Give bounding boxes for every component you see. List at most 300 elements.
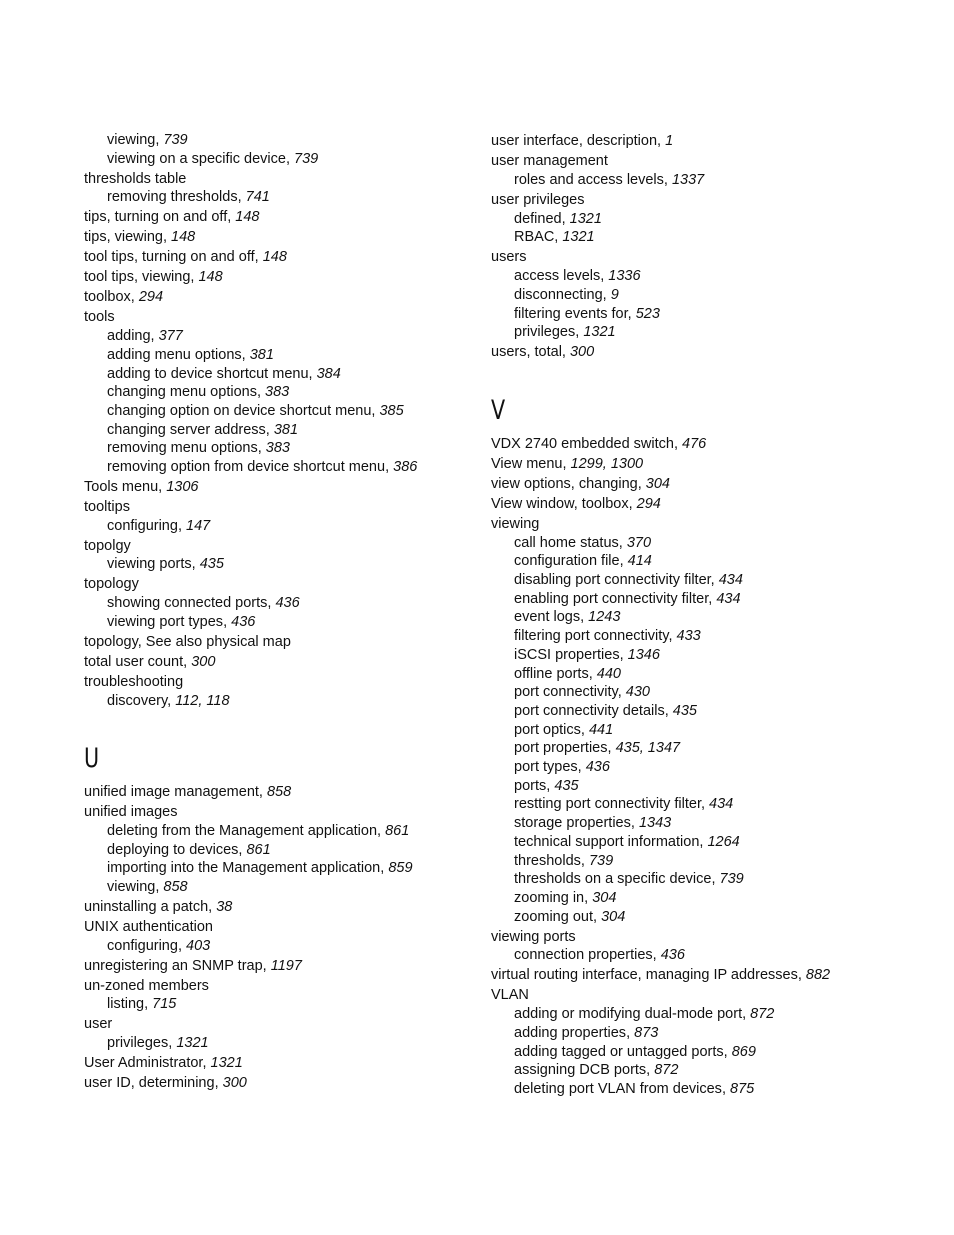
index-page-numbers[interactable]: 384 (316, 365, 341, 382)
index-term: storage properties (514, 815, 631, 832)
index-page-numbers[interactable]: 436 (660, 947, 685, 964)
index-term: port connectivity (514, 684, 618, 701)
index-term: configuration file (514, 553, 620, 570)
index-separator: , (700, 796, 710, 813)
index-term: topology (84, 576, 139, 593)
index-subentry-changing-server-address (84, 421, 479, 440)
index-entry-unified-images (84, 803, 479, 822)
index-separator: , (150, 328, 159, 345)
index-page-numbers[interactable]: 523 (635, 305, 660, 322)
index-page-numbers[interactable]: 1299, 1300 (570, 455, 644, 472)
index-page-numbers[interactable]: 739 (294, 150, 319, 167)
index-separator: , (561, 210, 570, 227)
index-subentry-adding-or-modifying-dual-mode-port (491, 1005, 931, 1024)
index-term: adding properties (514, 1024, 627, 1041)
index-subentry-changing-menu-options (84, 383, 479, 402)
index-subentry-removing-menu-options (84, 439, 479, 458)
index-subentry-disabling-port-connectivity-filter (491, 571, 931, 590)
index-term: port optics (514, 721, 581, 738)
index-separator: , (308, 365, 317, 382)
index-separator: , (202, 1055, 211, 1072)
index-separator: , (267, 595, 276, 612)
index-term: User Administrator (84, 1055, 203, 1072)
index-subentry-viewing-ports (84, 555, 479, 574)
index-separator: , (257, 440, 266, 457)
index-term: tooltips (84, 499, 130, 516)
index-separator: , (241, 346, 250, 363)
index-term: showing connected ports (107, 595, 268, 612)
index-page-numbers[interactable]: 436 (231, 613, 256, 630)
index-page-numbers[interactable]: 435, 1347 (615, 740, 681, 757)
index-separator: , (723, 1043, 732, 1060)
index-page-numbers[interactable]: 1321 (176, 1035, 209, 1052)
index-entry-view-options-changing (491, 475, 931, 494)
index-separator: , (797, 967, 806, 984)
index-term: ports (514, 777, 547, 794)
index-separator: , (600, 268, 609, 285)
index-page-numbers[interactable]: 869 (731, 1043, 756, 1060)
index-term: view options, changing (491, 475, 638, 492)
index-separator: , (657, 133, 666, 150)
index-term: assigning DCB ports (514, 1062, 647, 1079)
index-page-numbers[interactable]: 872 (654, 1062, 679, 1079)
index-page-numbers[interactable]: 1346 (627, 646, 660, 663)
index-column-left (84, 131, 479, 1093)
index-entry-viewing-ports (491, 928, 931, 947)
index-page-numbers[interactable]: 148 (198, 269, 223, 286)
index-separator: , (710, 572, 719, 589)
index-page-numbers[interactable]: 304 (645, 475, 670, 492)
index-page-numbers[interactable]: 1337 (671, 172, 705, 188)
index-term: unregistering an SNMP trap (84, 957, 263, 974)
index-entry-unregistering-an-snmp-trap (84, 957, 479, 976)
index-subentry-storage-properties (491, 814, 931, 833)
index-term: changing menu options (107, 384, 257, 401)
index-separator: , (664, 702, 673, 719)
section-letter-u: U (84, 743, 100, 775)
index-term: adding or modifying dual-mode port (514, 1006, 743, 1023)
index-subentry-zooming-in (491, 889, 931, 908)
index-term: deleting from the Management application (107, 822, 378, 839)
index-term: RBAC (514, 229, 555, 246)
index-separator: , (285, 150, 294, 167)
index-entry-vlan (491, 986, 931, 1005)
index-term: privileges (514, 324, 576, 341)
index-subentry-port-types (491, 758, 931, 777)
index-term: uninstalling a patch (84, 899, 209, 916)
index-separator: , (562, 455, 571, 472)
index-term: event logs (514, 609, 581, 626)
index-term: port connectivity details (514, 702, 665, 719)
index-entry-thresholds-table (84, 170, 479, 189)
index-page-numbers[interactable]: 148 (262, 249, 287, 266)
index-page-numbers[interactable]: 294 (138, 289, 164, 306)
index-entry-users (491, 248, 931, 267)
index-subentry-showing-connected-ports (84, 594, 479, 613)
index-term: viewing ports (107, 556, 192, 573)
index-subentry-port-properties (491, 739, 931, 758)
index-separator: , (577, 759, 586, 776)
index-term: viewing (491, 515, 540, 532)
index-separator: , (607, 740, 616, 757)
index-term: adding to device shortcut menu (107, 365, 309, 382)
index-separator: , (711, 871, 720, 888)
index-entry-user-administrator (84, 1054, 479, 1073)
index-separator: , (237, 189, 246, 206)
index-page-numbers[interactable]: 381 (273, 421, 299, 438)
index-page-numbers[interactable]: 875 (730, 1080, 755, 1097)
index-page-numbers[interactable]: 148 (235, 209, 260, 226)
index-entry-user-management (491, 152, 931, 171)
index-term: adding tagged or untagged ports (514, 1043, 724, 1060)
index-separator: , (627, 305, 636, 322)
index-page-numbers[interactable]: 1264 (707, 833, 740, 850)
index-term: discovery (107, 692, 168, 709)
index-separator: , (580, 609, 589, 626)
index-page-numbers[interactable]: 741 (245, 189, 270, 206)
index-entry-user-id-determining (84, 1074, 479, 1093)
index-term: un-zoned members (84, 977, 209, 994)
index-subentry-deploying-to-devices (84, 841, 479, 860)
index-separator: , (721, 1080, 730, 1097)
index-page-numbers[interactable]: 739 (719, 871, 744, 888)
index-term: iSCSI properties (514, 646, 620, 663)
index-term: Tools menu (84, 479, 159, 496)
index-term: port properties (514, 740, 608, 757)
index-entry-tool-tips-turning-on-and-off (84, 248, 479, 267)
index-subentry-viewing (84, 131, 479, 150)
index-subentry-restting-port-connectivity-filter (491, 795, 931, 814)
index-page-numbers[interactable]: 861 (385, 822, 410, 839)
index-page-numbers[interactable]: 1197 (270, 957, 302, 974)
index-subentry-roles-and-access-levels (491, 171, 931, 190)
index-term: viewing port types (107, 613, 224, 630)
index-page-numbers[interactable]: 370 (626, 534, 652, 551)
index-separator: , (214, 1075, 223, 1092)
index-term: users (491, 249, 527, 266)
index-term: tools (84, 309, 115, 326)
index-page-numbers[interactable]: 9 (610, 286, 619, 303)
index-term: adding menu options (107, 346, 242, 363)
index-separator: , (223, 613, 232, 630)
index-term: defined (514, 210, 562, 227)
index-page-numbers[interactable]: 434 (709, 796, 734, 813)
index-term: unified image management (84, 784, 259, 801)
index-page-numbers[interactable]: 1343 (638, 815, 672, 832)
index-separator: , (258, 784, 267, 801)
index-column-right (491, 131, 931, 1099)
index-subentry-adding (84, 327, 479, 346)
index-subentry-event-logs (491, 608, 931, 627)
index-entry-total-user-count (84, 653, 479, 672)
index-page-numbers[interactable]: 434 (716, 590, 741, 607)
index-term: tips, viewing (84, 229, 163, 246)
index-term: user management (491, 153, 608, 170)
index-page-numbers[interactable]: 872 (750, 1006, 775, 1023)
index-term: configuring (107, 937, 178, 954)
index-entry-tooltips (84, 498, 479, 517)
index-term: listing (107, 996, 145, 1013)
index-page-numbers[interactable]: 304 (601, 908, 626, 925)
index-separator: , (663, 172, 672, 188)
index-separator: , (158, 479, 167, 496)
index-separator: , (708, 590, 717, 607)
index-entry-vdx-2740-embedded-switch (491, 435, 931, 454)
index-subentry-iscsi-properties (491, 646, 931, 665)
index-page-numbers[interactable]: 882 (805, 967, 831, 984)
index-page-numbers[interactable]: 858 (163, 879, 188, 896)
index-separator: , (385, 459, 394, 476)
index-entry-tips-turning-on-and-off (84, 208, 479, 227)
index-term: unified images (84, 804, 178, 821)
index-term: VLAN (491, 987, 529, 1004)
index-subentry-zooming-out (491, 908, 931, 927)
index-page-numbers[interactable]: 383 (265, 440, 290, 457)
index-term: user ID, determining (84, 1075, 215, 1092)
index-separator: , (208, 899, 217, 916)
index-subentry-connection-properties (491, 946, 931, 965)
index-subentry-adding-tagged-or-untagged-ports (491, 1043, 931, 1062)
index-subentry-port-optics (491, 721, 931, 740)
index-separator: , (593, 908, 602, 925)
index-page-numbers[interactable]: 430 (625, 684, 650, 701)
index-page-numbers[interactable]: 435 (199, 556, 224, 573)
index-entry-users-total (491, 343, 931, 362)
index-separator: , (619, 646, 628, 663)
index-term: roles and access levels (514, 172, 664, 188)
index-page-numbers[interactable]: 715 (152, 996, 177, 1013)
index-page-numbers[interactable]: 304 (592, 889, 617, 906)
index-separator: , (602, 286, 611, 303)
index-page-numbers[interactable]: 739 (163, 132, 188, 148)
index-subentry-defined (491, 210, 931, 229)
index-page-numbers[interactable]: 386 (393, 459, 418, 476)
index-page-numbers[interactable]: 1321 (569, 210, 602, 227)
index-entry-viewing (491, 515, 931, 534)
index-term: restting port connectivity filter (514, 796, 701, 813)
index-separator: , (646, 1062, 655, 1079)
index-page-numbers[interactable]: 435 (672, 702, 697, 719)
index-entry-tips-viewing (84, 228, 479, 247)
index-separator: , (191, 556, 200, 573)
index-page-numbers[interactable]: 435 (554, 777, 579, 794)
index-page-numbers[interactable]: 1321 (562, 229, 595, 246)
index-page-numbers[interactable]: 861 (246, 841, 271, 858)
index-page-numbers[interactable]: 441 (588, 721, 614, 738)
index-term: zooming in (514, 889, 585, 906)
index-separator: , (628, 495, 637, 512)
index-separator: , (618, 534, 627, 551)
index-entry-user (84, 1015, 479, 1034)
index-separator: , (742, 1006, 751, 1023)
index-term: View menu (491, 455, 563, 472)
index-separator: , (377, 822, 386, 839)
index-page-numbers[interactable]: 859 (388, 860, 413, 877)
index-term: thresholds table (84, 170, 187, 187)
index-page-numbers[interactable]: 436 (585, 759, 610, 776)
index-term: viewing (107, 132, 156, 148)
index-entry-uninstalling-a-patch (84, 898, 479, 917)
index-separator: , (162, 229, 172, 246)
index-term: user interface, description (491, 133, 658, 150)
index-subentry-enabling-port-connectivity-filter (491, 590, 931, 609)
index-page-numbers[interactable]: 385 (379, 402, 404, 419)
index-entry-tool-tips-viewing (84, 268, 479, 287)
index-page-numbers[interactable]: 383 (265, 384, 290, 401)
index-page-numbers[interactable]: 858 (266, 784, 292, 801)
index-subentry-thresholds-on-a-specific-device (491, 870, 931, 889)
index-separator: , (167, 692, 176, 709)
index-page-numbers[interactable]: 294 (636, 495, 661, 512)
index-subentry-adding-to-device-shortcut-menu (84, 365, 479, 384)
index-page-numbers[interactable]: 1336 (608, 268, 641, 285)
index-term: removing option from device shortcut menu (107, 459, 386, 476)
index-subentry-viewing-port-types (84, 613, 479, 632)
index-subentry-configuring (84, 517, 479, 536)
index-term: changing server address (107, 421, 266, 438)
index-subentry-removing-thresholds (84, 188, 479, 207)
index-subentry-access-levels (491, 267, 931, 286)
index-page-numbers[interactable]: 112, 118 (175, 692, 230, 709)
index-subentry-privileges (84, 1034, 479, 1053)
index-term: toolbox (84, 289, 131, 306)
index-subentry-rbac (491, 228, 931, 247)
index-page-numbers[interactable]: 1243 (588, 609, 621, 626)
index-separator: , (630, 815, 639, 832)
index-subentry-offline-ports (491, 665, 931, 684)
index-term: zooming out (514, 908, 593, 925)
index-separator: , (626, 1024, 635, 1041)
index-term: virtual routing interface, managing IP addresses (491, 967, 798, 984)
index-term: topolgy (84, 537, 131, 554)
index-entry-view-window-toolbox (491, 495, 931, 514)
index-separator: , (673, 435, 683, 452)
index-subentry-thresholds (491, 852, 931, 871)
index-term: tool tips, viewing (84, 269, 191, 286)
index-separator: , (262, 957, 271, 974)
index-entry-un-zoned-members (84, 977, 479, 996)
index-entry-topolgy (84, 537, 479, 556)
index-term: enabling port connectivity filter (514, 590, 709, 607)
index-term: importing into the Management application (107, 860, 381, 877)
index-separator: , (637, 475, 646, 492)
index-page-numbers[interactable]: 476 (682, 435, 707, 452)
index-page-numbers[interactable]: 300 (569, 344, 595, 361)
index-entry-user-privileges (491, 191, 931, 210)
index-entry-toolbox (84, 288, 479, 307)
index-separator: , (652, 947, 661, 964)
index-separator: , (177, 517, 186, 534)
index-term: technical support information (514, 833, 700, 850)
index-entry-tools (84, 308, 479, 327)
index-term: adding (107, 328, 151, 345)
index-page-numbers[interactable]: 414 (627, 553, 652, 570)
index-entry-view-menu (491, 455, 931, 474)
index-term: deleting port VLAN from devices (514, 1080, 722, 1097)
index-subentry-privileges (491, 323, 931, 342)
index-separator: , (238, 841, 247, 858)
index-entry-unified-image-management (84, 783, 479, 802)
index-term: changing option on device shortcut menu (107, 402, 372, 419)
index-subentry-port-connectivity (491, 683, 931, 702)
index-separator: , (699, 833, 708, 850)
index-separator: , (575, 324, 584, 341)
index-separator: , (619, 553, 628, 570)
index-term: troubleshooting (84, 673, 184, 690)
index-page-numbers[interactable]: 300 (222, 1075, 247, 1092)
index-separator: , (177, 937, 186, 954)
index-term: user (84, 1016, 113, 1033)
index-page-numbers[interactable]: 440 (596, 665, 621, 682)
index-term: connection properties (514, 947, 653, 964)
index-subentry-configuring (84, 937, 479, 956)
index-separator: , (155, 132, 164, 148)
index-separator: , (183, 653, 192, 670)
index-subentry-importing-into-the-management-application (84, 859, 479, 878)
index-page-numbers[interactable]: 739 (588, 852, 614, 869)
index-separator: , (580, 721, 589, 738)
index-page-numbers[interactable]: 403 (186, 937, 211, 954)
index-term: deploying to devices (107, 841, 239, 858)
index-separator: , (254, 249, 263, 266)
index-separator: , (380, 860, 389, 877)
index-separator: , (371, 402, 380, 419)
index-subentry-adding-menu-options (84, 346, 479, 365)
index-term: View window, toolbox (491, 495, 629, 512)
index-subentry-adding-properties (491, 1024, 931, 1043)
index-separator: , (546, 777, 555, 794)
index-page-numbers[interactable]: 148 (171, 229, 196, 246)
index-entry-topology-see-also-physical-map (84, 633, 479, 652)
index-page-numbers[interactable]: 1321 (210, 1055, 243, 1072)
index-subentry-deleting-from-the-management-application (84, 822, 479, 841)
index-separator: , (584, 889, 593, 906)
index-page-numbers[interactable]: 1306 (166, 479, 199, 496)
index-separator: , (130, 289, 139, 306)
index-term: removing thresholds (107, 189, 238, 206)
index-page-numbers[interactable]: 38 (216, 899, 233, 916)
index-term: filtering port connectivity (514, 628, 669, 645)
index-page-numbers[interactable]: 381 (249, 346, 274, 363)
index-separator: , (190, 269, 199, 286)
index-entry-virtual-routing-interface-managing-ip-addresses (491, 966, 931, 985)
index-term: tool tips, turning on and off (84, 249, 255, 266)
index-subentry-listing (84, 995, 479, 1014)
index-page-numbers[interactable]: 873 (634, 1024, 659, 1041)
index-page-numbers[interactable]: 1 (665, 133, 674, 150)
index-entry-tools-menu (84, 478, 479, 497)
index-page-numbers[interactable]: 434 (718, 572, 743, 589)
index-page-numbers[interactable]: 300 (191, 653, 216, 670)
index-page-numbers[interactable]: 1321 (583, 324, 616, 341)
index-page-numbers[interactable]: 436 (275, 595, 300, 612)
index-term: disconnecting (514, 286, 603, 303)
index-subentry-viewing (84, 878, 479, 897)
index-page-numbers[interactable]: 147 (186, 517, 211, 534)
index-term: configuring (107, 517, 178, 534)
index-term: viewing (107, 879, 156, 896)
index-term: total user count (84, 653, 184, 670)
index-separator: , (265, 421, 274, 438)
index-page-numbers[interactable]: 433 (676, 628, 701, 645)
index-term: port types (514, 759, 578, 776)
index-separator: , (256, 384, 266, 401)
index-term: thresholds (514, 852, 581, 869)
index-subentry-ports (491, 777, 931, 796)
index-term: disabling port connectivity filter (514, 572, 711, 589)
index-page-numbers[interactable]: 377 (158, 328, 183, 345)
index-term: viewing ports (491, 928, 576, 945)
